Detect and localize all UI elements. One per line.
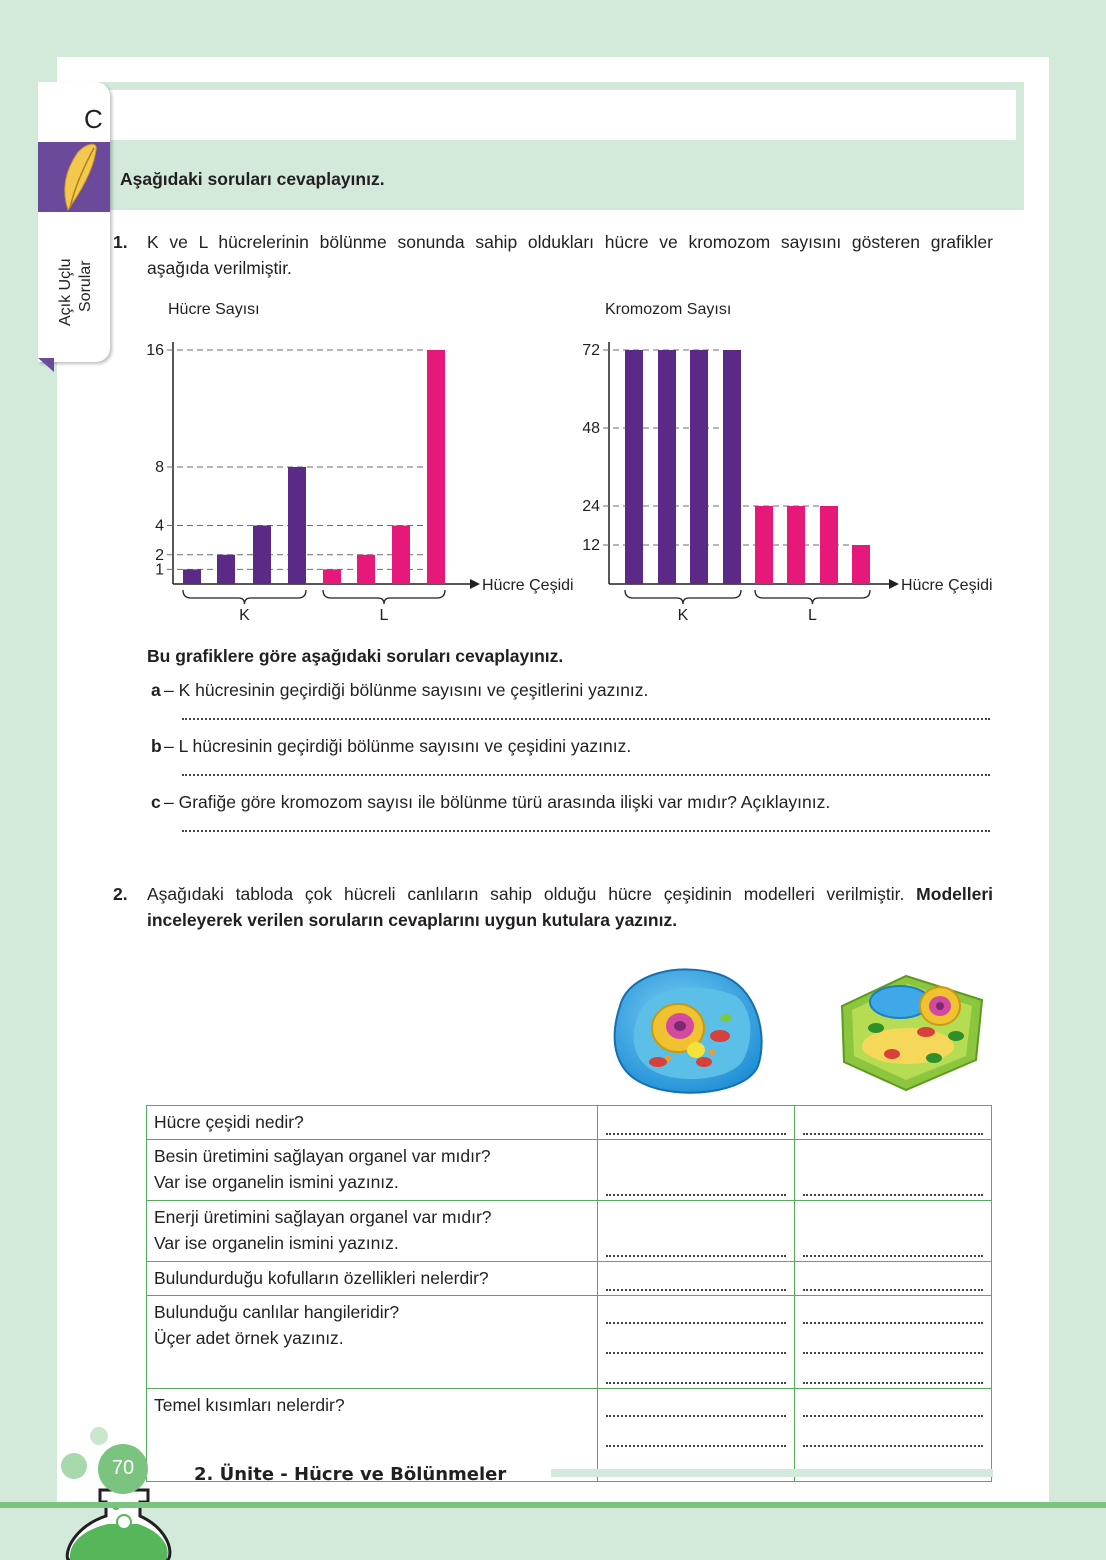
- chart-bar-k-4: [288, 467, 306, 584]
- chart-tick-label: 2: [155, 546, 164, 564]
- unit-title: 2. Ünite - Hücre ve Bölünmeler: [194, 1464, 507, 1485]
- q1b-label: b: [151, 736, 162, 756]
- answer-cell-plant[interactable]: [795, 1140, 992, 1201]
- chart-xlabel: Hücre Çeşidi: [482, 577, 574, 594]
- answer-dotted-line[interactable]: [803, 1296, 983, 1324]
- chromosome-count-chart: [565, 292, 1005, 632]
- table-question-line: Besin üretimini sağlayan organel var mıdır?: [154, 1146, 491, 1166]
- answer-cell-plant[interactable]: [795, 1389, 992, 1482]
- table-question-line: Enerji üretimini sağlayan organel var mıdır?: [154, 1207, 492, 1227]
- table-row: [147, 1201, 992, 1262]
- cell-comparison-table: [146, 1105, 992, 1482]
- chart-tick-label: 8: [155, 459, 164, 476]
- answer-spacer: [606, 1201, 786, 1227]
- plant-cell-image: [836, 966, 986, 1094]
- tab-fold-bottom: [38, 358, 54, 372]
- chart-bar-k-2: [217, 555, 235, 584]
- chart-ylabel: Kromozom Sayısı: [605, 301, 732, 318]
- table-question-line: Temel kısımları nelerdir?: [154, 1395, 345, 1415]
- q1c-label: c: [151, 792, 161, 812]
- chart-x-arrow-icon: [470, 579, 480, 589]
- chart-group-brace: [183, 590, 306, 604]
- chart-group-label: K: [677, 607, 689, 624]
- table-question-line: Hücre çeşidi nedir?: [154, 1112, 304, 1132]
- table-question-cell: [147, 1201, 598, 1262]
- table-question-line: Var ise organelin ismini yazınız.: [154, 1172, 399, 1192]
- answer-cell-plant[interactable]: [795, 1262, 992, 1296]
- table-row: [147, 1296, 992, 1389]
- answer-cell-animal[interactable]: [598, 1262, 795, 1296]
- answer-cell-animal[interactable]: [598, 1106, 795, 1140]
- section-letter: C: [84, 104, 103, 134]
- q1-number: 1.: [113, 232, 128, 252]
- table-question-line: Var ise organelin ismini yazınız.: [154, 1233, 399, 1253]
- q1a-text: – K hücresinin geçirdiği bölünme sayısını ve çeşitlerini yazınız.: [164, 680, 649, 700]
- tab-title: [52, 246, 102, 326]
- chart-bar-k-4: [723, 350, 741, 584]
- answer-dotted-line[interactable]: [606, 1229, 786, 1257]
- instruction-text: Aşağıdaki soruları cevaplayınız.: [120, 169, 385, 189]
- chart-bar-l-5: [323, 569, 341, 584]
- answer-cell-animal[interactable]: [598, 1389, 795, 1482]
- chart-bar-l-7: [820, 506, 838, 584]
- cell-count-chart: [140, 292, 580, 632]
- footer-line: [551, 1469, 993, 1477]
- chart-bar-l-8: [427, 350, 445, 584]
- chart-group-brace: [323, 590, 445, 604]
- answer-cell-animal[interactable]: [598, 1296, 795, 1389]
- chart-tick-label: 72: [582, 342, 600, 359]
- q2-number: 2.: [113, 884, 128, 904]
- answer-cell-plant[interactable]: [795, 1106, 992, 1140]
- header-band-inner: [100, 90, 1016, 140]
- q2-text-bold-1: Modelleri: [916, 884, 993, 904]
- q1c-text: – Grafiğe göre kromozom sayısı ile bölünme türü arasında ilişki var mıdır? Açıklayınız.: [164, 792, 831, 812]
- table-question-cell: [147, 1140, 598, 1201]
- table-question-line: Bulundurduğu kofulların özellikleri nelerdir?: [154, 1268, 489, 1288]
- q2-text-line2: inceleyerek verilen soruların cevaplarını uygun kutulara yazınız.: [147, 910, 678, 930]
- chart-tick-label: 1: [155, 561, 164, 579]
- answer-cell-animal[interactable]: [598, 1201, 795, 1262]
- answer-dotted-line[interactable]: [606, 1263, 786, 1291]
- answer-dotted-line[interactable]: [606, 1356, 786, 1384]
- answer-dotted-line[interactable]: [606, 1419, 786, 1447]
- chart-tick-label: 4: [155, 517, 164, 535]
- answer-dotted-line[interactable]: [606, 1168, 786, 1196]
- chart-tick-label: 12: [582, 537, 600, 554]
- answer-spacer: [803, 1201, 983, 1227]
- table-question-line: Bulunduğu canlılar hangileridir?: [154, 1302, 400, 1322]
- chart-tick-label: 24: [582, 498, 600, 515]
- answer-dotted-line[interactable]: [606, 1389, 786, 1417]
- chart-bar-k-1: [625, 350, 643, 584]
- chart-x-arrow-icon: [889, 579, 899, 589]
- q1a-label: a: [151, 680, 161, 700]
- quill-panel: [38, 142, 110, 212]
- answer-dotted-line[interactable]: [803, 1326, 983, 1354]
- table-question-cell: [147, 1296, 598, 1389]
- chart-bar-k-3: [253, 526, 271, 585]
- answer-cell-animal[interactable]: [598, 1140, 795, 1201]
- table-question-cell: [147, 1106, 598, 1140]
- answer-dotted-line[interactable]: [803, 1168, 983, 1196]
- answer-dotted-line[interactable]: [803, 1356, 983, 1384]
- chart-bar-l-6: [357, 555, 375, 584]
- tab-title-line1: Açık Uçlu: [57, 258, 74, 326]
- chart-xlabel: Hücre Çeşidi: [901, 577, 993, 594]
- chart-bar-k-2: [658, 350, 676, 584]
- chart-ylabel: Hücre Sayısı: [168, 301, 260, 318]
- chart-tick-label: 48: [582, 420, 600, 437]
- chart-bar-l-6: [787, 506, 805, 584]
- q2-text-normal: Aşağıdaki tabloda çok hücreli canlıların sahip olduğu hücre çeşidinin modelleri verilmiştir.: [147, 884, 905, 904]
- chart-bar-l-7: [392, 526, 410, 585]
- answer-cell-plant[interactable]: [795, 1296, 992, 1389]
- table-question-cell: [147, 1262, 598, 1296]
- answer-cell-plant[interactable]: [795, 1201, 992, 1262]
- q1c-answer-line[interactable]: [182, 830, 990, 832]
- q2-text-line1: [147, 881, 993, 907]
- answer-dotted-line[interactable]: [803, 1389, 983, 1417]
- quill-icon: [38, 142, 110, 212]
- chart-group-label: L: [379, 607, 389, 624]
- chart-bar-l-8: [852, 545, 870, 584]
- chart-group-label: L: [808, 607, 817, 624]
- table-row: [147, 1262, 992, 1296]
- chart-group-brace: [625, 590, 741, 604]
- q1-subheading: Bu grafiklere göre aşağıdaki soruları cevaplayınız.: [147, 646, 564, 666]
- answer-dotted-line[interactable]: [606, 1107, 786, 1135]
- answer-dotted-line[interactable]: [803, 1107, 983, 1135]
- q1b-answer-line[interactable]: [182, 774, 990, 776]
- answer-spacer: [606, 1140, 786, 1166]
- chart-tick-label: 16: [146, 342, 164, 359]
- page-number: 70: [98, 1444, 148, 1494]
- q1-text-line1: K ve L hücrelerinin bölünme sonunda sahip oldukları hücre ve kromozom sayısını gösteren grafikler: [147, 232, 993, 252]
- chart-group-label: K: [239, 607, 250, 624]
- q1-text-line2: aşağıda verilmiştir.: [147, 258, 292, 278]
- answer-spacer: [803, 1140, 983, 1166]
- animal-cell-image: [608, 966, 768, 1098]
- chart-bar-k-3: [690, 350, 708, 584]
- tab-title-line2: Sorular: [77, 260, 94, 312]
- answer-dotted-line[interactable]: [803, 1419, 983, 1447]
- q1b-text: – L hücresinin geçirdiği bölünme sayısını ve çeşidini yazınız.: [164, 736, 632, 756]
- chart-group-brace: [755, 590, 870, 604]
- chart-bar-l-5: [755, 506, 773, 584]
- answer-dotted-line[interactable]: [606, 1326, 786, 1354]
- q1a-answer-line[interactable]: [182, 718, 990, 720]
- chart-bar-k-1: [183, 569, 201, 584]
- answer-dotted-line[interactable]: [803, 1229, 983, 1257]
- table-row: [147, 1140, 992, 1201]
- table-question-line: Üçer adet örnek yazınız.: [154, 1328, 344, 1348]
- table-row: [147, 1106, 992, 1140]
- footer-bar: [0, 1502, 1106, 1508]
- answer-dotted-line[interactable]: [606, 1296, 786, 1324]
- answer-dotted-line[interactable]: [803, 1263, 983, 1291]
